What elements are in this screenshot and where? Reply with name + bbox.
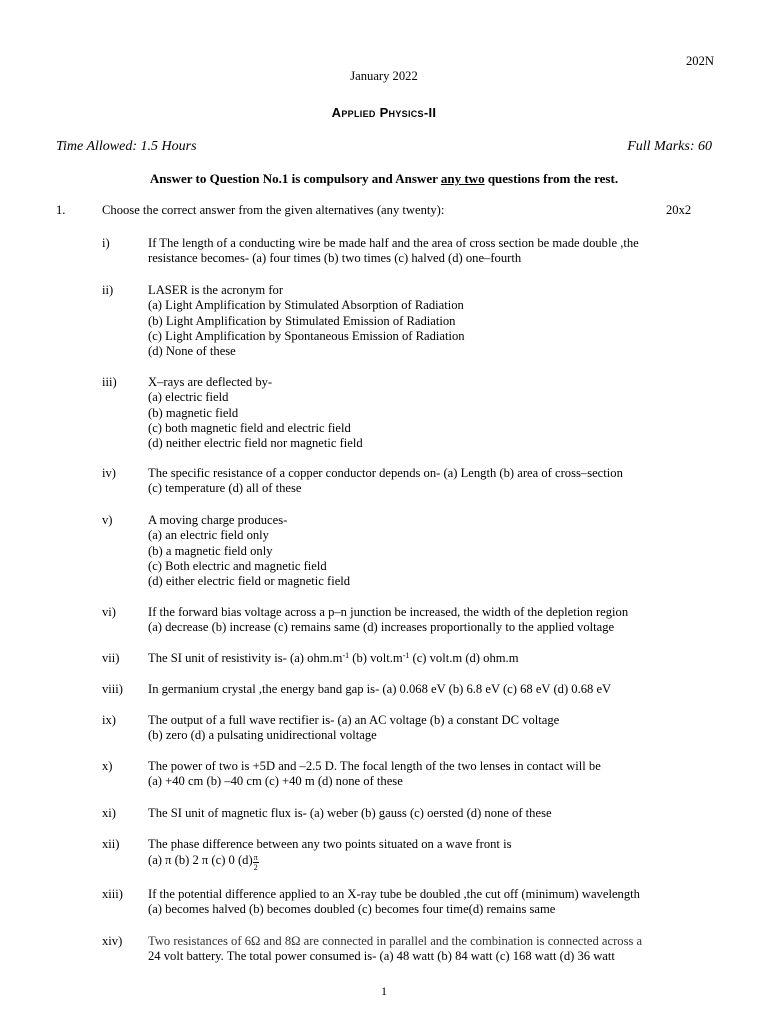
pi-over-two-fraction	[253, 853, 259, 872]
item-line: The output of a full wave rectifier is- (a) an AC voltage (b) a constant DC voltage	[148, 713, 560, 727]
item-line: If the potential difference applied to an X-ray tube be doubled ,the cut off (minimum) wavelength	[148, 887, 640, 901]
item-line: (a) electric field	[148, 390, 229, 405]
item-number: xiii)	[102, 887, 123, 901]
item-line: (a) decrease (b) increase (c) remains same (d) increases proportionally to the applied voltage	[148, 620, 615, 635]
item-number: ii)	[102, 283, 114, 297]
item-line	[148, 651, 722, 666]
question-number: 1.	[56, 203, 66, 217]
item-line: If the forward bias voltage across a p–n junction be increased, the width of the depletion region	[148, 605, 629, 619]
item-body	[148, 513, 722, 589]
item-line: (a) +40 cm (b) –40 cm (c) +40 m (d) none of these	[148, 774, 403, 789]
item-body	[148, 651, 722, 666]
paper-title: Applied Physics-II	[331, 105, 437, 120]
item-line: If The length of a conducting wire be made half and the area of cross section be made double ,the	[148, 236, 639, 250]
item-line: The power of two is +5D and –2.5 D. The focal length of the two lenses in contact will be	[148, 759, 601, 773]
item-number: xii)	[102, 837, 120, 851]
item-body	[148, 759, 722, 790]
item-line: resistance becomes- (a) four times (b) two times (c) halved (d) one–fourth	[148, 251, 522, 266]
superscript: -1	[402, 651, 410, 660]
item-line: (a) Light Amplification by Stimulated Absorption of Radiation	[148, 298, 464, 313]
item-line: (b) zero (d) a pulsating unidirectional voltage	[148, 728, 377, 743]
item-body	[148, 682, 722, 697]
item-line: (a) becomes halved (b) becomes doubled (c) becomes four time(d) remains same	[148, 902, 556, 917]
item-line: (c) Light Amplification by Spontaneous Emission of Radiation	[148, 328, 465, 343]
item-body	[148, 375, 722, 451]
item-number: vii)	[102, 651, 120, 665]
page-number: 1	[381, 984, 387, 998]
item-line: X–rays are deflected by-	[148, 375, 273, 389]
instruction-post: questions from the rest.	[484, 171, 619, 186]
item-body	[148, 466, 722, 497]
item-body	[148, 934, 722, 965]
item-line: A moving charge produces-	[148, 513, 288, 527]
exam-date: January 2022	[350, 69, 418, 83]
item-line: (d) either electric field or magnetic field	[148, 574, 351, 589]
item-number: vi)	[102, 605, 116, 619]
item-number: i)	[102, 236, 110, 250]
question-text: Choose the correct answer from the given alternatives (any twenty):	[102, 203, 445, 217]
item-body	[148, 837, 722, 872]
full-marks: Full Marks: 60	[627, 139, 712, 154]
item-body	[148, 605, 722, 636]
item-number: ix)	[102, 713, 116, 727]
item-line: The SI unit of magnetic flux is- (a) weber (b) gauss (c) oersted (d) none of these	[148, 806, 552, 820]
item-body	[148, 236, 722, 267]
paper-code: 202N	[686, 54, 714, 68]
item-number: viii)	[102, 682, 123, 696]
item-line: The specific resistance of a copper conductor depends on- (a) Length (b) area of cross–section	[148, 466, 623, 480]
item-line: (d) neither electric field nor magnetic field	[148, 436, 363, 451]
fraction-denominator: 2	[253, 863, 258, 873]
item-line: LASER is the acronym for	[148, 283, 284, 297]
fraction-numerator: π	[253, 853, 258, 863]
instructions	[0, 171, 768, 186]
item-line: (c) temperature (d) all of these	[148, 481, 302, 496]
item-line: (b) a magnetic field only	[148, 543, 273, 558]
superscript: -1	[342, 651, 350, 660]
resistivity-option-b: (b) volt.m	[349, 651, 403, 665]
item-line: (a) an electric field only	[148, 528, 269, 543]
item-body	[148, 713, 722, 744]
item-body	[148, 887, 722, 918]
item-number: v)	[102, 513, 113, 527]
item-line: Two resistances of 6Ω and 8Ω are connected in parallel and the combination is connected across a	[148, 934, 643, 948]
resistivity-option-a: The SI unit of resistivity is- (a) ohm.m	[148, 651, 343, 665]
instruction-pre: Answer to Question No.1 is compulsory and Answer	[149, 171, 441, 186]
item-number: iv)	[102, 466, 116, 480]
item-body	[148, 806, 722, 821]
item-line: (d) None of these	[148, 344, 236, 359]
item-number: xi)	[102, 806, 116, 820]
item-line: The phase difference between any two points situated on a wave front is	[148, 837, 512, 851]
item-line	[148, 853, 722, 872]
phase-options: (a) π (b) 2 π (c) 0 (d)	[148, 853, 253, 868]
time-allowed: Time Allowed: 1.5 Hours	[56, 139, 197, 154]
item-line: (b) magnetic field	[148, 405, 239, 420]
item-line: 24 volt battery. The total power consumed is- (a) 48 watt (b) 84 watt (c) 168 watt (d) 36 watt	[148, 949, 615, 964]
instruction-underlined: any two	[440, 171, 485, 186]
item-line: (c) both magnetic field and electric field	[148, 420, 351, 435]
item-body	[148, 283, 722, 359]
item-number: iii)	[102, 375, 117, 389]
resistivity-options-rest: (c) volt.m (d) ohm.m	[409, 651, 519, 665]
item-line: In germanium crystal ,the energy band gap is- (a) 0.068 eV (b) 6.8 eV (c) 68 eV (d) 0.68 eV	[148, 682, 612, 696]
item-line: (b) Light Amplification by Stimulated Emission of Radiation	[148, 313, 456, 328]
question-marks: 20x2	[666, 203, 692, 217]
item-number: x)	[102, 759, 113, 773]
item-line: (c) Both electric and magnetic field	[148, 558, 327, 573]
item-number: xiv)	[102, 934, 123, 948]
